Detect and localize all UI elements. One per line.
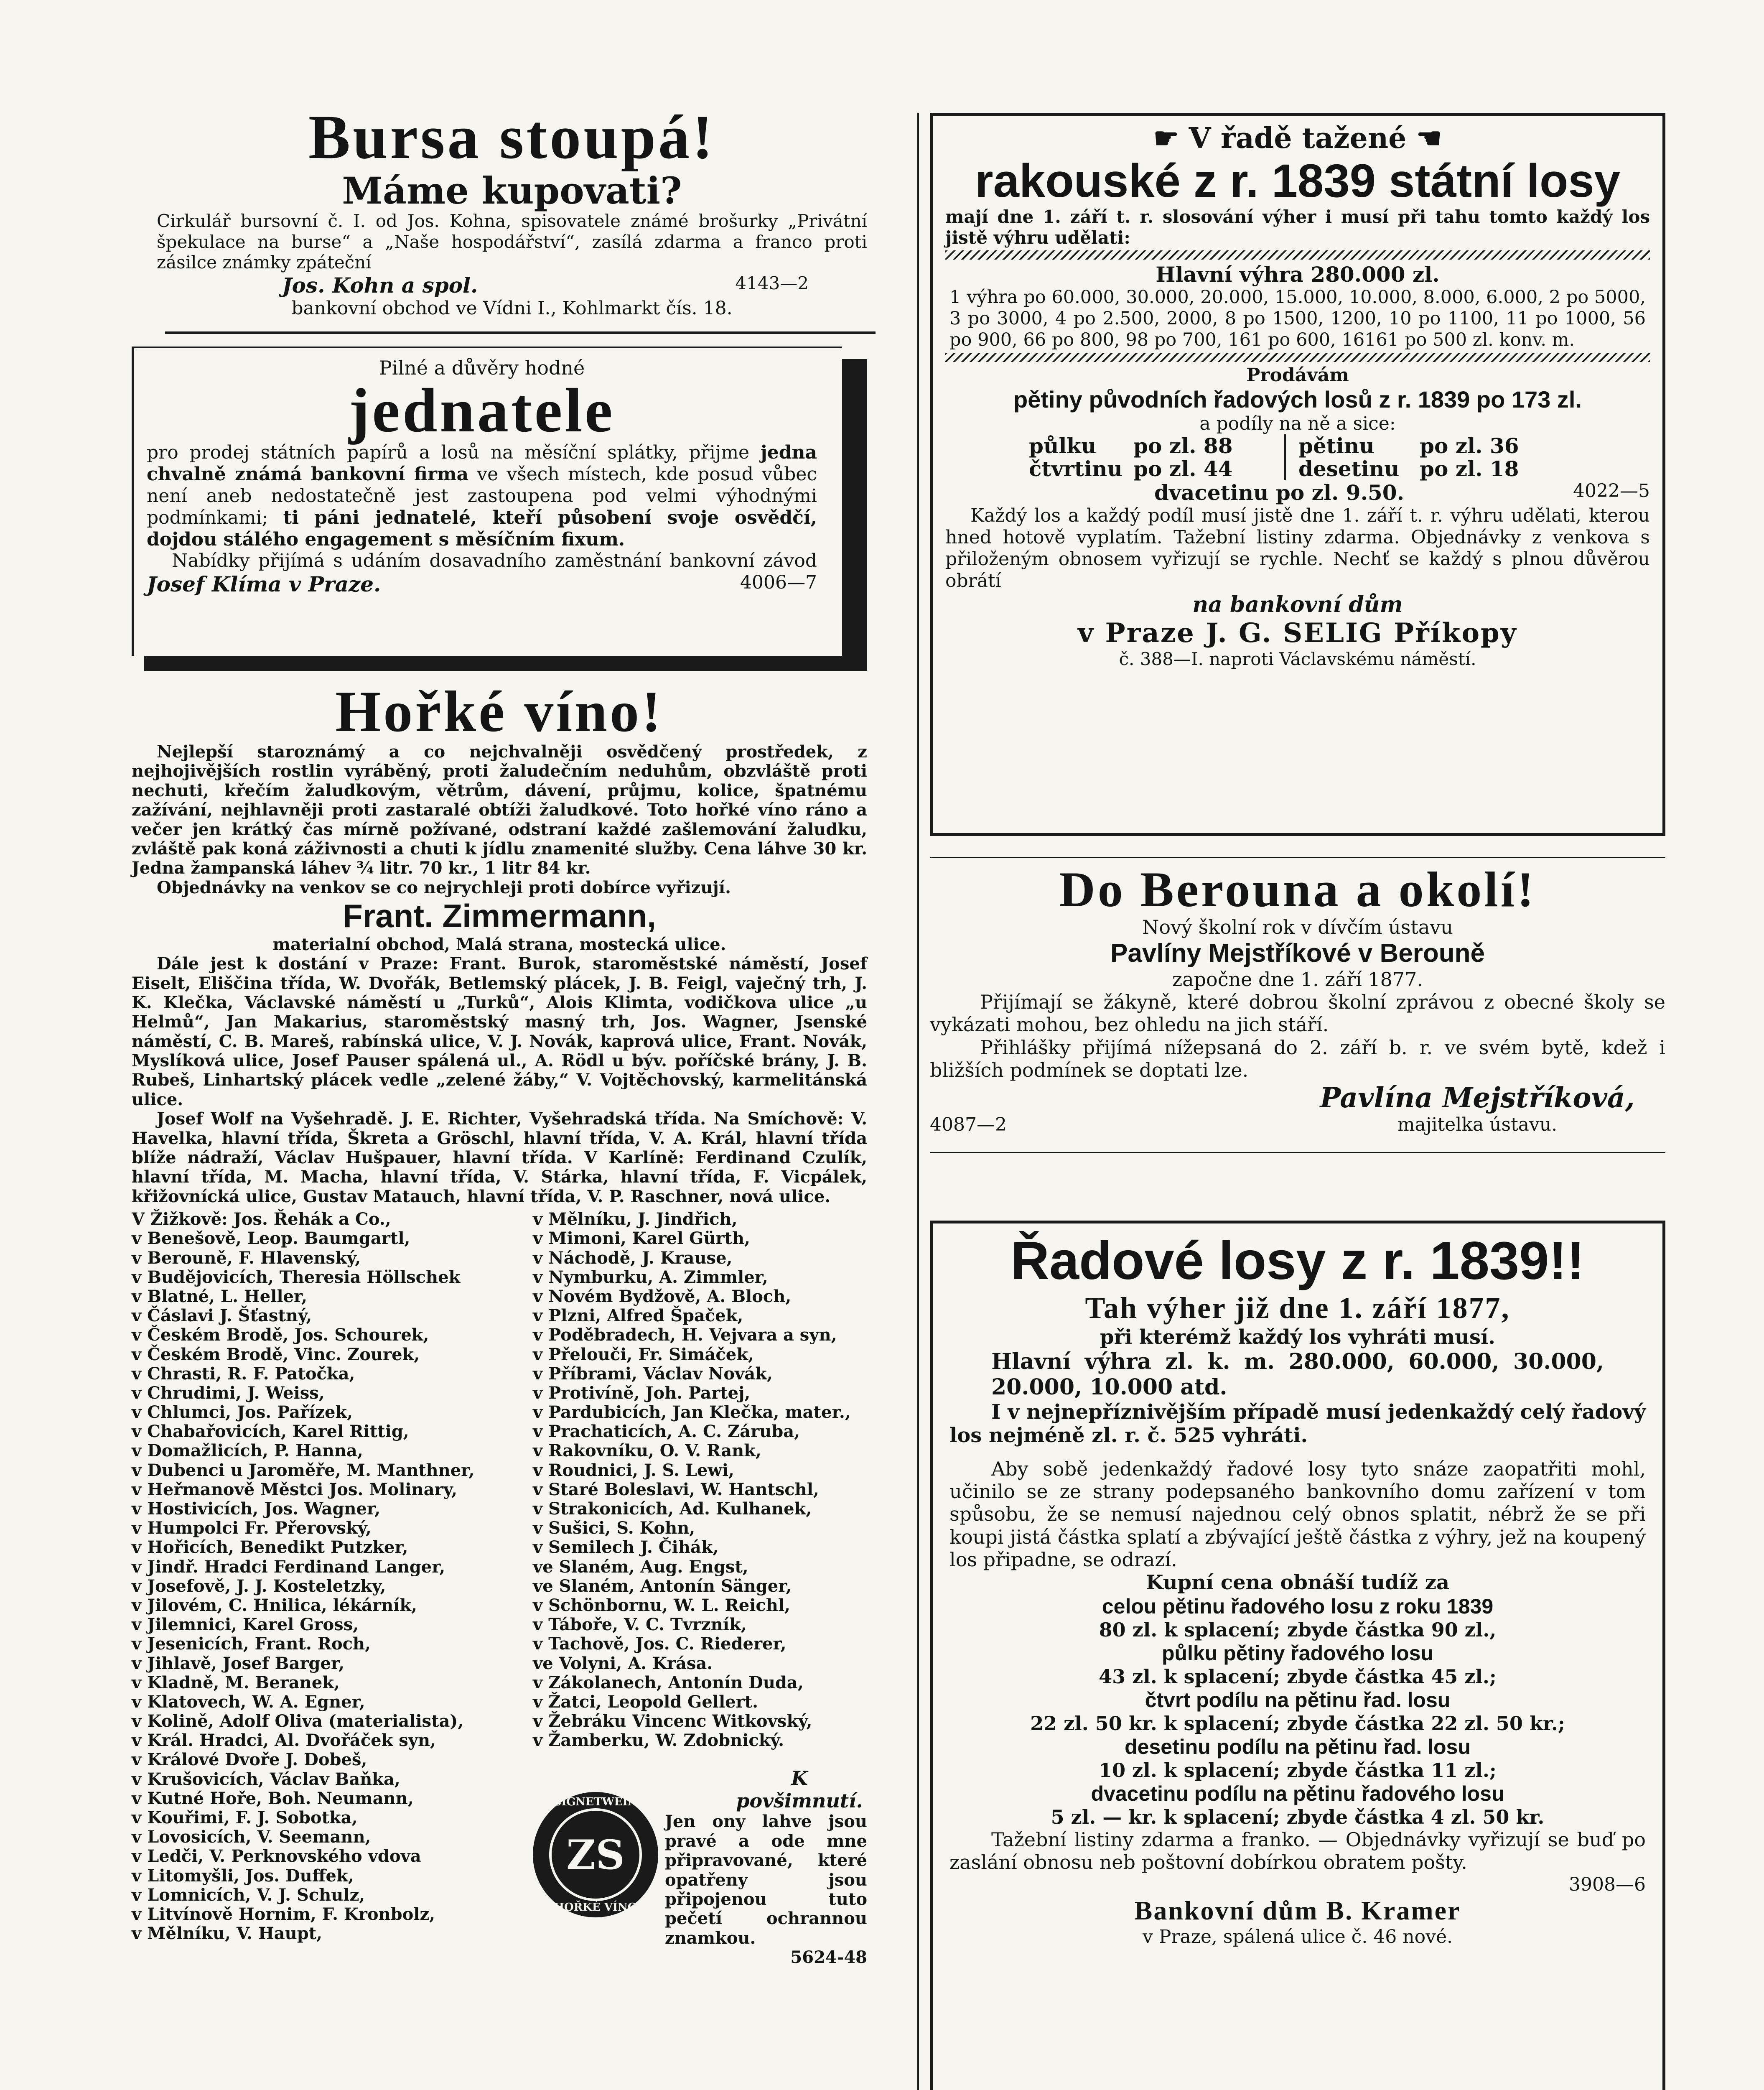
dealer-list-item: v Náchodě, J. Krause, bbox=[533, 1248, 733, 1268]
beroun-sign-row bbox=[930, 1081, 1665, 1135]
dealer-list-item: v Roudnici, J. S. Lewi, bbox=[533, 1460, 734, 1480]
losy-shares-table bbox=[945, 434, 1650, 480]
jednatele-body1: pro prodej státních papírů a losů na měsíční splátky, přijme bbox=[147, 441, 750, 463]
vino-notice-text: Jen ony lahve jsou pravé a ode mne připravované, které opatřeny jsou připojenou tuto pečetí ochrannou znamkou. bbox=[665, 1812, 867, 1948]
radove-tier-detail: 43 zl. k splacení; zbyde částka 45 zl.; bbox=[1099, 1665, 1497, 1688]
beroun-role: majitelka ústavu. bbox=[1397, 1114, 1558, 1136]
losy-ref: 4022—5 bbox=[1573, 480, 1650, 502]
dealer-list-item: v Českém Brodě, Jos. Schourek, bbox=[132, 1325, 429, 1345]
dealer-list-item: v Krušovicích, Václav Baňka, bbox=[132, 1769, 400, 1789]
share-left-label: čtvrtinu bbox=[1029, 456, 1123, 482]
jednatele-firm: Josef Klíma v Praze. bbox=[147, 572, 381, 597]
losy-share-row bbox=[1029, 457, 1650, 480]
left-column bbox=[132, 104, 909, 1968]
radove-line3: I v nejnepříznivějším případě musí jedenkaždý celý řadový los nejméně zl. r. č. 525 vyhráti. bbox=[949, 1400, 1646, 1448]
beroun-title: Do Berouna a okolí! bbox=[1059, 861, 1536, 917]
radove-tier-name: čtvrt podílu na pětinu řad. losu bbox=[1145, 1688, 1451, 1712]
vino-emblem-bottom: HOŘKÉ VÍNO bbox=[554, 1901, 637, 1914]
vino-seal-emblem bbox=[533, 1792, 658, 1917]
losy-intro: mají dne 1. září t. r. slosování výher i musí při tahu tomto každý los jistě výhru udělati: bbox=[945, 206, 1650, 248]
dealer-list-item: V Žižkově: Jos. Řehák a Co., bbox=[132, 1209, 391, 1229]
bursa-ad bbox=[157, 104, 867, 319]
vino-ad bbox=[132, 681, 867, 1968]
radove-tier bbox=[949, 1641, 1646, 1688]
radove-tier-name: dvacetinu podílu na pětinu řadového losu bbox=[1091, 1782, 1504, 1806]
dealer-list-item: v Rakovníku, O. V. Rank, bbox=[533, 1441, 761, 1461]
radove-tier bbox=[949, 1735, 1646, 1782]
vino-title: Hořké víno! bbox=[335, 679, 664, 744]
dealer-list-item: v Chabařovicích, Karel Rittig, bbox=[132, 1422, 409, 1442]
dealer-list-item: v Král. Hradci, Al. Dvořáček syn, bbox=[132, 1731, 436, 1751]
dealer-list-item: v Tachově, Jos. C. Riederer, bbox=[533, 1634, 787, 1654]
radove-tier-name: půlku pětiny řadového losu bbox=[1161, 1641, 1434, 1665]
radove-tier bbox=[949, 1594, 1646, 1641]
radove-body: Aby sobě jedenkaždý řadové losy tyto snáze zaopatřiti mohl, učinilo se ze strany podepsaného bankovního domu zařízení v tom spůsobu, že se nemusí najednou celý obnos splatit, nébrž že se při koupi jistá částka splatí a zbývající ještě částka z výhry, jež na koupený los připadne, se odrazí. bbox=[949, 1457, 1646, 1571]
beroun-signature: Pavlína Mejstříková, bbox=[1320, 1081, 1635, 1114]
jednatele-shadow-right bbox=[842, 359, 867, 668]
dealer-list-item: v Berouně, F. Hlavenský, bbox=[132, 1248, 361, 1268]
dealer-list-item: v Plzni, Alfred Špaček, bbox=[533, 1306, 743, 1326]
radove-tier-detail: 80 zl. k splacení; zbyde částka 90 zl., bbox=[1099, 1618, 1497, 1641]
dealer-list-item: v Králové Dvoře J. Dobeš, bbox=[132, 1750, 367, 1770]
beroun-body2: Přihlášky přijímá nížepsaná do 2. září b. r. ve svém bytě, kdež i bližších podmínek se doptati lze. bbox=[930, 1036, 1665, 1081]
beroun-ref: 4087—2 bbox=[930, 1114, 1007, 1136]
vino-maker-sub: materialní obchod, Malá strana, mostecká ulice. bbox=[272, 934, 726, 954]
dealer-list-item: v Příbrami, Václav Novák, bbox=[533, 1364, 773, 1384]
losy-twentieth: dvacetinu po zl. 9.50. bbox=[1154, 480, 1404, 505]
dealer-list-item: v Sušici, S. Kohn, bbox=[533, 1518, 695, 1538]
beroun-school: Pavlíny Mejstříkové v Berouně bbox=[1110, 939, 1485, 968]
dealer-list-item: v Novém Bydžově, A. Bloch, bbox=[533, 1286, 792, 1306]
bursa-firm: Jos. Kohn a spol. bbox=[282, 273, 478, 298]
dealer-list-item: v Jindř. Hradci Ferdinand Langer, bbox=[132, 1557, 445, 1577]
dealer-list-item: v Žebráku Vincenc Witkovský, bbox=[533, 1711, 812, 1731]
dealer-list-item: v Čáslavi J. Šťastný, bbox=[132, 1306, 312, 1326]
dealer-list-item: v Kladně, M. Beranek, bbox=[132, 1672, 340, 1692]
share-left-label: půlku bbox=[1029, 433, 1097, 459]
dealer-list-item: v Staré Boleslavi, W. Hantschl, bbox=[533, 1479, 819, 1499]
dealer-list-item: v Schönbornu, W. L. Reichl, bbox=[533, 1595, 790, 1615]
vino-notice bbox=[658, 1767, 867, 1967]
jednatele-body4: ti páni jednatelé, kteří působení svoje osvědčí, dojdou stálého engagement s měsíčním fixum. bbox=[147, 507, 817, 550]
beroun-start: započne dne 1. září 1877. bbox=[1172, 968, 1423, 991]
dealer-list-item: v Blatné, L. Heller, bbox=[132, 1286, 308, 1306]
dealer-list-item: ve Slaném, Antonín Sänger, bbox=[533, 1576, 792, 1596]
dealer-list-item: v Humpolci Fr. Přerovský, bbox=[132, 1518, 372, 1538]
hand-right-icon: ☚ bbox=[1416, 122, 1442, 155]
dealer-list-item: v Strakonicích, Ad. Kulhanek, bbox=[533, 1499, 812, 1519]
vino-ref: 5624-48 bbox=[790, 1947, 867, 1968]
losy-twentieth-row bbox=[945, 480, 1650, 505]
losy-sell-bold: pětiny původních řadových losů z r. 1839 po 173 zl. bbox=[1013, 386, 1582, 413]
zigzag-border-top bbox=[945, 250, 1650, 260]
radove-tier-detail: 10 zl. k splacení; zbyde částka 11 zl.; bbox=[1099, 1759, 1497, 1782]
vino-emblem-top: SIGNETWEIN bbox=[553, 1796, 638, 1809]
dealer-list-item: v Jihlavě, Josef Barger, bbox=[132, 1653, 345, 1673]
jednatele-title: jednatele bbox=[349, 375, 615, 445]
jednatele-frame bbox=[132, 347, 842, 656]
vino-maker: Frant. Zimmermann, bbox=[343, 897, 656, 935]
losy1839-ad bbox=[930, 113, 1665, 836]
dealer-list-item: v Žatci, Leopold Gellert. bbox=[533, 1692, 759, 1712]
dealer-list-item: v Semilech J. Čihák, bbox=[533, 1537, 719, 1557]
jednatele-body3: ve všech místech, kde posud vůbec není aneb nedostatečně jest zastoupena pod velmi výhodnými podmínkami; bbox=[147, 463, 817, 528]
dealer-list-item: v Litvínově Hornim, F. Kronbolz, bbox=[132, 1904, 435, 1924]
dealer-list-item: v Jilemnici, Karel Gross, bbox=[132, 1615, 359, 1635]
bursa-firm-row bbox=[157, 273, 867, 298]
vino-lists bbox=[132, 1210, 867, 1967]
dealer-list-item: v Zákolanech, Antonín Duda, bbox=[533, 1672, 804, 1692]
dealer-list-item: v Jilovém, C. Hnilica, lékárník, bbox=[132, 1595, 417, 1615]
radove-title: Řadové losy z r. 1839!! bbox=[1011, 1231, 1585, 1291]
dealer-list-item: v Pardubicích, Jan Klečka, mater., bbox=[533, 1402, 851, 1422]
dealer-list-item: v Heřmanově Městci Jos. Molinary, bbox=[132, 1479, 458, 1499]
radove-tiers bbox=[949, 1594, 1646, 1828]
zigzag-border-bottom bbox=[945, 353, 1650, 362]
dealer-list-item: v Žamberku, W. Zdobnický. bbox=[533, 1731, 784, 1751]
dealer-list-item: v Kouřimi, F. J. Sobotka, bbox=[132, 1808, 358, 1828]
dealer-list-item: ve Slaném, Aug. Engst, bbox=[533, 1557, 748, 1577]
dealer-list-item: v Jesenicích, Frant. Roch, bbox=[132, 1634, 371, 1654]
bursa-address: bankovní obchod ve Vídni I., Kohlmarkt čís. 18. bbox=[291, 297, 733, 319]
losy-shares-intro: a podíly na ně a sice: bbox=[1199, 413, 1396, 435]
vino-left-list bbox=[132, 1210, 533, 1967]
dealer-list-item: ve Volyni, A. Krása. bbox=[533, 1653, 713, 1673]
dealer-list-item: v Hořicích, Benedikt Putzker, bbox=[132, 1537, 408, 1557]
jednatele-offers bbox=[147, 550, 817, 596]
share-left-price: po zl. 88 bbox=[1133, 434, 1286, 457]
losy-main-prize: Hlavní výhra 280.000 zl. bbox=[1156, 262, 1440, 287]
bursa-body: Cirkulář bursovní č. I. od Jos. Kohna, spisovatele známé brošurky „Privátní špekulace na burse“ a „Naše hospodářství“, zasílá zdarma a franco proti zásilce známky zpáteční bbox=[157, 211, 867, 273]
dealer-list-item: v Benešově, Leop. Baumgartl, bbox=[132, 1229, 410, 1249]
radove-tier-name: celou pětinu řadového losu z roku 1839 bbox=[1102, 1595, 1494, 1618]
share-right-label: pětinu bbox=[1298, 433, 1375, 459]
dealer-list-item: v Lomnicích, V. J. Schulz, bbox=[132, 1885, 365, 1905]
dealer-list-item: v Litomyšli, Jos. Duffek, bbox=[132, 1866, 354, 1886]
losy-share-row bbox=[1029, 434, 1650, 457]
jednatele-shadow-bottom bbox=[144, 656, 867, 671]
dealer-list-item: v Mělníku, J. Jindřich, bbox=[533, 1209, 738, 1229]
losy-title: rakouské z r. 1839 státní losy bbox=[975, 155, 1620, 207]
radove-price-intro: Kupní cena obnáší tudíž za bbox=[1145, 1571, 1450, 1595]
dealer-list-item: v Protivíně, Joh. Partej, bbox=[533, 1383, 751, 1403]
beroun-bottom-rule bbox=[930, 1152, 1665, 1153]
share-right-label: desetinu bbox=[1298, 456, 1400, 482]
dealer-list-item: v Josefově, J. J. Kosteletzky, bbox=[132, 1576, 386, 1596]
hand-left-icon: ☛ bbox=[1153, 122, 1179, 155]
radove-address: v Praze, spálená ulice č. 46 nové. bbox=[1142, 1926, 1453, 1947]
dealer-list-item: v Dubenci u Jaroměře, M. Manthner, bbox=[132, 1460, 475, 1480]
radove-draw: Tah výher již dne 1. září 1877, bbox=[1085, 1291, 1510, 1325]
dealer-list-item: v Mimoni, Karel Gürth, bbox=[533, 1229, 750, 1249]
dealer-list-item: v Chlumci, Jos. Pařízek, bbox=[132, 1402, 353, 1422]
column-separator bbox=[917, 113, 919, 2090]
dealer-list-item: v Chrudimi, J. Weiss, bbox=[132, 1383, 325, 1403]
radove-ad bbox=[930, 1221, 1665, 2090]
radove-tier-name: desetinu podílu na pětinu řad. losu bbox=[1125, 1735, 1471, 1759]
dealer-list-item: v Přelouči, Fr. Simáček, bbox=[533, 1344, 754, 1364]
dealer-list-item: v Domažlicích, P. Hanna, bbox=[132, 1441, 363, 1461]
dealer-list-item: v Táboře, V. C. Tvrzník, bbox=[533, 1615, 747, 1635]
jednatele-ad bbox=[132, 347, 867, 677]
dealer-list-item: v Kutné Hoře, Boh. Neumann, bbox=[132, 1788, 414, 1808]
vino-notice-title: K povšimnutí. bbox=[736, 1767, 863, 1812]
losy-header-row bbox=[945, 122, 1650, 155]
losy-firm-line: na bankovní dům bbox=[1192, 592, 1403, 618]
dealer-list-item: v Lovosicích, V. Seemann, bbox=[132, 1827, 371, 1847]
radove-tier bbox=[949, 1782, 1646, 1828]
jednatele-body5: Nabídky přijímá s udáním dosavadního zaměstnání bankovní závod bbox=[172, 550, 817, 572]
share-left-price: po zl. 44 bbox=[1133, 457, 1286, 480]
vino-emblem-center: ZS bbox=[549, 1808, 642, 1901]
dealer-list-item: v Nymburku, A. Zimmler, bbox=[533, 1267, 768, 1287]
bursa-ref: 4143—2 bbox=[735, 273, 809, 293]
vino-orders: Objednávky na venkov se co nejrychleji proti dobírce vyřizují. bbox=[157, 877, 731, 897]
radove-line1: při kterémž každý los vyhráti musí. bbox=[1100, 1325, 1495, 1349]
radove-footer: Tažební listiny zdarma a franko. — Objednávky vyřizují se buď po zaslání obnosu neb poštovní dobírkou obratem pošty. bbox=[949, 1828, 1646, 1874]
bursa-title: Bursa stoupá! bbox=[308, 102, 716, 172]
vino-notice-block bbox=[533, 1767, 867, 1967]
share-right-price: po zl. 36 bbox=[1420, 433, 1519, 459]
vino-right-block bbox=[533, 1210, 867, 1967]
radove-tier bbox=[949, 1688, 1646, 1735]
beroun-line1: Nový školní rok v dívčím ústavu bbox=[1142, 916, 1453, 938]
divider bbox=[165, 331, 876, 334]
losy-header: V řadě tažené bbox=[1189, 122, 1407, 155]
dealer-list-item: v Českém Brodě, Vinc. Zourek, bbox=[132, 1344, 420, 1364]
jednatele-intro: Pilné a důvěry hodné bbox=[379, 356, 585, 379]
dealer-list-item: v Prachaticích, A. C. Záruba, bbox=[533, 1422, 800, 1442]
beroun-ad bbox=[930, 857, 1665, 1153]
dealer-list-item: v Budějovicích, Theresia Höllschek bbox=[132, 1267, 461, 1287]
beroun-signature-block bbox=[1289, 1081, 1665, 1135]
dealer-list-item: v Poděbradech, H. Vejvara a syn, bbox=[533, 1325, 837, 1345]
dealer-list-item: v Kolině, Adolf Oliva (materialista), bbox=[132, 1711, 464, 1731]
share-right-price: po zl. 18 bbox=[1420, 456, 1519, 482]
dealer-list-item: v Hostivicích, Jos. Wagner, bbox=[132, 1499, 381, 1519]
radove-tier-detail: 22 zl. 50 kr. k splacení; zbyde částka 22 zl. 50 kr.; bbox=[1030, 1712, 1565, 1735]
dealer-list-item: v Klatovech, W. A. Egner, bbox=[132, 1692, 365, 1712]
jednatele-ref: 4006—7 bbox=[740, 572, 817, 594]
radove-line2: Hlavní výhra zl. k. m. 280.000, 60.000, 30.000, 20.000, 10.000 atd. bbox=[991, 1348, 1604, 1400]
radove-tier-detail: 5 zl. — kr. k splacení; zbyde částka 4 zl. 50 kr. bbox=[1051, 1806, 1545, 1829]
beroun-body: Přijímají se žákyně, které dobrou školní zprávou z obecné školy se vykázati mohou, bez ohledu na jich stáří. bbox=[930, 991, 1665, 1036]
losy-prizes: 1 výhra po 60.000, 30.000, 20.000, 15.000, 10.000, 8.000, 6.000, 2 po 5000, 3 po 3000, 4 po 2.500, 2000, 8 po 1500, 1200, 10 po 1100, 11 po 1000, 56 po 900, 66 po 800, 98 po 700, 161 po 600, 16161 po 500 zl. konv. m. bbox=[949, 287, 1646, 350]
vino-right-list bbox=[533, 1210, 867, 1750]
vino-dealers-prague: Dále jest k dostání v Praze: Frant. Burok, staroměstské náměstí, Josef Eiselt, Eliščina třída, W. Dvořák, Betlemský plácek, J. B. Feigl, vaječný trh, J. K. Klečka, Václavské náměstí u „Turků“, Alois Klimta, vodičkova ulice „u Helmů“, Jan Makarius, staroměstský masný trh, Jos. Wagner, Jsenské náměstí, C. B. Mareš, rabínská ulice, V. J. Novák, kaprová ulice, Frant. Novák, Myslíková ulice, Josef Pauser spálená ul., A. Rödl u býv. poříčské brány, J. B. Rubeš, Linhartský plácek vedle „zelené žáby,“ V. Vojtěchovský, karmelitánská ulice. bbox=[132, 954, 867, 1109]
jednatele-body2: jedna chvalně známá bankovní firma bbox=[147, 441, 817, 485]
bursa-subtitle: Máme kupovati? bbox=[342, 168, 682, 212]
radove-firm: Bankovní dům B. Kramer bbox=[1134, 1895, 1461, 1925]
vino-dealers-more: Josef Wolf na Vyšehradě. J. E. Richter, Vyšehradská třída. Na Smíchově: V. Havelka, hlavní třída, Škreta a Gröschl, hlavní třída, V. A. Král, hlavní třída blíže nádraží, Václav Hušpauer, hlavní třída. V Karlíně: Ferdinand Czulík, hlavní třída, M. Macha, hlavní třída, V. Stárka, hlavní třída, F. Vicpálek, křižovnícká ulice, Gustav Matauch, hlavní třída, V. P. Raschner, nová ulice. bbox=[132, 1109, 867, 1206]
dealer-list-item: v Ledči, V. Perknovského vdova bbox=[132, 1846, 421, 1866]
dealer-list-item: v Mělníku, V. Haupt, bbox=[132, 1924, 323, 1944]
losy-address: č. 388—I. naproti Václavskému náměstí. bbox=[1119, 649, 1476, 670]
losy-firm: v Praze J. G. SELIG Příkopy bbox=[1078, 617, 1517, 649]
vino-body: Nejlepší staroznámý a co nejchvalněji osvědčený prostředek, z nejhojivějších rostlin vyráběný, proti žaludečním neduhům, obzvláště proti nechuti, křečím žaludkovým, větrům, dávení, průjmu, kolice, špatnému zažívání, nejhlavněji proti zastaralé obtíži žaludkové. Toto hořké víno ráno a večer jen krátký čas mírně požívané, odstraní každé zašlemování žaludku, zvláště pak koná záživnosti a chuti k jídlu znamenité služby. Cena láhve 30 kr. Jedna žampanská láhev ¾ litr. 70 kr., 1 litr 84 kr. bbox=[132, 742, 867, 878]
dealer-list-item: v Chrasti, R. F. Patočka, bbox=[132, 1364, 355, 1384]
beroun-top-rule bbox=[930, 857, 1665, 858]
losy-sell: Prodávám bbox=[1246, 364, 1349, 386]
losy-body: Každý los a každý podíl musí jistě dne 1. září t. r. výhru udělati, kterou hned hotově vyplatím. Tažební listiny zdarma. Objednávky z venkova s přiloženým obnosem vyřizují se rychle. Nechť se každý s plnou důvěrou obrátí bbox=[945, 505, 1650, 592]
jednatele-body bbox=[147, 442, 817, 551]
radove-ref: 3908—6 bbox=[1569, 1873, 1646, 1895]
